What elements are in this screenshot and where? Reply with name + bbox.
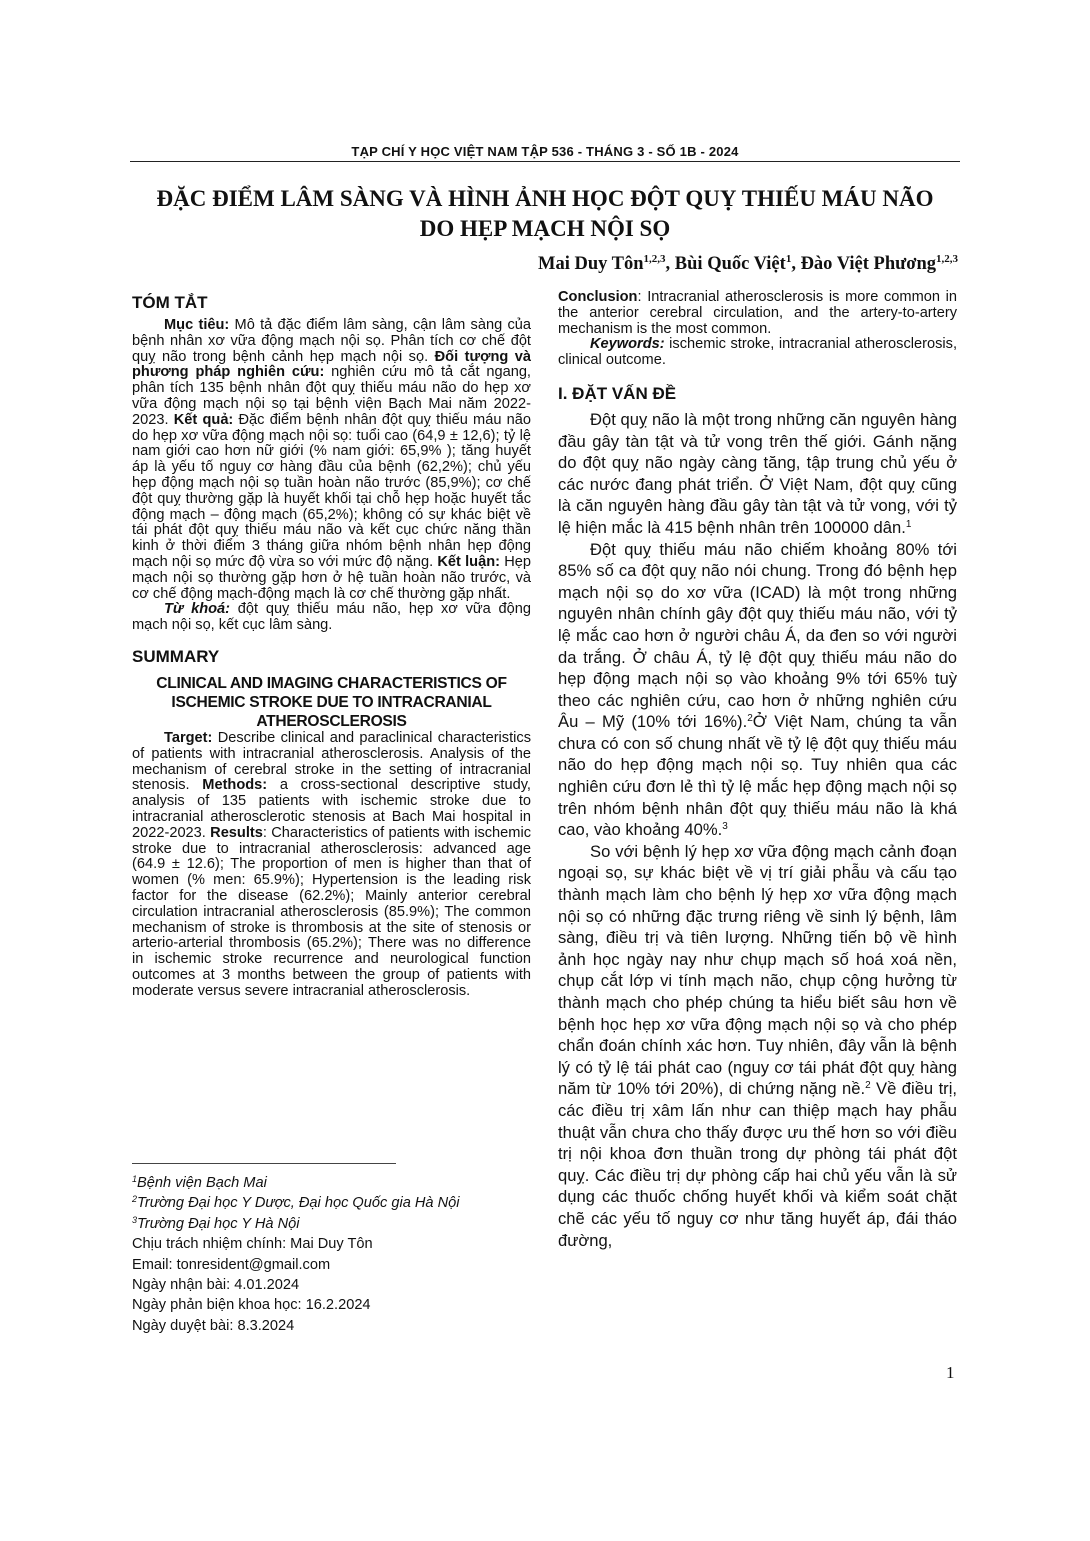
- affiliation-3: [132, 1214, 532, 1234]
- responsible-author: Chịu trách nhiệm chính: Mai Duy Tôn: [132, 1236, 373, 1253]
- affiliation-2: [132, 1193, 532, 1213]
- contact-email: Email: tonresident@gmail.com: [132, 1256, 331, 1273]
- intro-p3b-text: Về điều trị, các điều trị xâm lấn như can thiệp mạch hay phẫu thuật vẫn chưa cho thấy được ưu thế hơn so với điều trị nội khoa đơn thuần trong dự phòng tái phát đột quỵ. Các điều trị dự phòng cấp hai chủ yếu vẫn là sử dụng các thuốc chống huyết khối và kiểm soát chặt chẽ các yếu tố nguy cơ như tăng huyết áp, đái tháo đường,: [558, 1079, 957, 1250]
- affiliation-1: [132, 1173, 532, 1193]
- author-name: Bùi Quốc Việt: [674, 254, 786, 274]
- abstract-vi-text: [132, 318, 531, 602]
- title-line-2: DO HẸP MẠCH NỘI SỌ: [419, 216, 671, 241]
- ket-luan-text: Hẹp mạch nội sọ thường gặp hơn ở hệ tuần hoàn não trước, và cơ chế động mạch-động mạch là cơ chế thường gặp nhất.: [132, 553, 532, 602]
- label-target: Target:: [164, 729, 213, 746]
- affiliation-number: 3: [132, 1214, 138, 1225]
- doi-tuong-text: nghiên cứu mô tả cắt ngang, phân tích 135 bệnh nhân đột quỵ thiếu máu não do hẹp xơ vữa động mạch nội sọ tại bệnh viện Bạch Mai năm 2022-2023.: [132, 364, 531, 428]
- author-list: Mai Duy Tôn$^{1,2,3}$, Bùi Quốc Việt$^1$, Đào Việt Phương$^{1,2,3}$: [538, 253, 958, 274]
- label-methods: Methods:: [202, 777, 268, 794]
- citation-ref: 2: [747, 713, 753, 725]
- label-doi-tuong: Đối tượng và phương pháp nghiên cứu:: [132, 348, 531, 381]
- muc-tieu-text: Mô tả đặc điểm lâm sàng, cận lâm sàng của bệnh nhân xơ vữa động mạch nội sọ. Phân tích cơ chế đột quỵ não trong bệnh cảnh hẹp mạch nội sọ.: [132, 317, 531, 365]
- intro-p2b-text: Ở Việt Nam, chúng ta vẫn chưa có con số chung nhất về tỷ lệ đột quỵ thiếu máu não do hẹp động mạch nội sọ. Tuy nhiên qua các nghiên cứu đơn lẻ thì tỷ lệ mắc hẹp động mạch nội sọ trên nhóm bệnh nhân đột quỵ thiếu máu não là khá cao, vào khoảng 40%.: [558, 712, 957, 840]
- label-keywords: Keywords:: [590, 336, 665, 353]
- intro-paragraph-2: [558, 539, 957, 841]
- author-affiliation: 1,2,3: [643, 253, 666, 265]
- citation-ref: 1: [905, 518, 912, 530]
- author-affiliation: 1: [785, 253, 792, 265]
- author-affiliation: 1,2,3: [936, 253, 958, 265]
- label-muc-tieu: Mục tiêu:: [164, 317, 230, 333]
- footnotes: [132, 1173, 532, 1336]
- target-text: Describe clinical and paraclinical characteristics of patients with intracranial atherosclerosis. Analysis of the mechanism of cerebral stroke in the setting of intracranial stenosis.: [132, 729, 531, 794]
- affiliation-text: Bệnh viện Bạch Mai: [137, 1175, 267, 1191]
- methods-text: a cross-sectional descriptive study, analysis of 135 patients with ischemic stroke due to intracranial atherosclerotic stenosis at Bach Mai hospital in 2022-2023.: [132, 777, 531, 841]
- results-text: : Characteristics of patients with ischemic stroke due to intracranial atherosclerosis: advanced age (64.9 ± 12.6); The proportion of men is higher than that of women (% men: 65.9%); Hypertension is the leading risk factor for the disease (62.2%); Mainly anterior cerebral circulation intracranial atherosclerosis (85.9%); The common mechanism of stroke is thrombosis at the site of stenosis or arterio-arterial thrombosis (65.2%); There was no difference in ischemic stroke recurrence and neurological function outcomes at 3 months between the group of patients with moderate versus severe intracranial atherosclerosis.: [132, 824, 531, 999]
- label-results: Results: [210, 824, 263, 841]
- affiliation-number: 1: [132, 1174, 138, 1184]
- footnote-rule: [132, 1163, 396, 1164]
- page-number: 1: [946, 1363, 955, 1382]
- abstract-en-text: [132, 731, 531, 1000]
- label-tu-khoa: Từ khoá:: [164, 601, 231, 618]
- affiliation-number: 2: [132, 1194, 138, 1205]
- header-rule: [130, 161, 960, 162]
- date-approved: Ngày duyệt bài: 8.3.2024: [132, 1317, 295, 1334]
- intro-p1-text: Đột quỵ não là một trong những căn nguyên hàng đầu gây tàn tật và tử vong trên thế giới. Gánh nặng do đột quỵ não ngày càng tăng, tập trung chủ yếu ở các nước đang phát triển. Ở Việt Nam, đột quỵ cũng là căn nguyên hàng đầu gây tàn tật và tử vong, với tỷ lệ hiện mắc là 415 bệnh nhân trên 100000 dân.: [558, 409, 957, 537]
- keywords-text: ischemic stroke, intracranial atherosclerosis, clinical outcome.: [558, 336, 957, 369]
- citation-ref: 3: [722, 821, 728, 833]
- tu-khoa-text: đột quỵ thiếu máu não, hẹp xơ vữa động mạch nội sọ, kết cục lâm sàng.: [132, 601, 531, 634]
- author-name: Đào Việt Phương: [800, 254, 936, 274]
- intro-p3a-text: So với bệnh lý hẹp xơ vữa động mạch cảnh đoạn ngoại sọ, sự khác biệt về vị trí giải phẫu và cấu tạo thành mạch làm cho bệnh lý hẹp xơ vữa động mạch nội sọ có những đặc trưng riêng về sinh lý bệnh, lâm sàng, điều trị và tiên lượng. Những tiến bộ về hình ảnh học ngày nay như chụp mạch số hoá xoá nền, chụp cắt lớp vi tính mạch não, chụp cộng hưởng từ thành mạch cho phép chúng ta hiểu biết sâu hơn về bệnh học hẹp xơ vữa động mạch nội sọ và cho phép chẩn đoán chính xác hơn. Tuy nhiên, đây vẫn là bệnh lý có tỷ lệ tái phát cao (nguy cơ tái phát đột quỵ hàng năm từ 10% tới 20%), di chứng nặng nề.: [558, 841, 957, 1099]
- conclusion-text: : Intracranial atherosclerosis is more common in the anterior cerebral circulation, and the artery-to-artery mechanism is the most common.: [558, 289, 957, 337]
- label-ket-luan: Kết luận:: [437, 553, 500, 570]
- label-conclusion: Conclusion: [558, 289, 638, 305]
- summary-title: CLINICAL AND IMAGING CHARACTERISTICS OF ISCHEMIC STROKE DUE TO INTRACRANIAL ATHEROSCLEROSIS: [156, 674, 507, 730]
- date-reviewed: Ngày phản biện khoa học: 16.2.2024: [132, 1297, 371, 1314]
- title-line-1: ĐẶC ĐIỂM LÂM SÀNG VÀ HÌNH ẢNH HỌC ĐỘT QUỴ THIẾU MÁU NÃO: [156, 186, 934, 211]
- keywords-en: [558, 337, 957, 369]
- intro-p2a-text: Đột quỵ thiếu máu não chiếm khoảng 80% tới 85% số ca đột quỵ não nói chung. Trong đó bệnh hẹp mạch nội sọ do xơ vữa (ICAD) là một trong những nguyên nhân chính gây đột quỵ thiếu máu não, với tỷ lệ mắc cao hơn ở người châu Á, da đen so với người da trắng. Ở châu Á, tỷ lệ đột quỵ thiếu máu não do hẹp động mạch nội sọ vào khoảng 9% tới 65% tuỳ theo các nghiên cứu, cao hơn ở những nghiên cứu Âu – Mỹ (10% tới 16%).: [558, 539, 957, 732]
- article-title: [130, 184, 960, 244]
- author-name: Mai Duy Tôn: [538, 254, 644, 274]
- citation-ref: 2: [865, 1080, 871, 1092]
- keywords-vi: [132, 602, 531, 634]
- label-ket-qua: Kết quả:: [173, 411, 234, 428]
- left-column: [132, 292, 531, 999]
- ket-qua-text: Đặc điểm bệnh nhân đột quỵ thiếu máu não do hẹp xơ vữa động mạch nội sọ: tuổi cao (64,9 ± 12,6); tỷ lệ nam giới cao hơn nữ giới (% nam giới: 65,9% ); tăng huyết áp là yếu tố nguy cơ hàng đầu của bệnh (62,2%); chủ yếu hẹp động mạch nội sọ tuần hoàn não trước (85,9%); cơ chế đột quỵ thường gặp là huyết khối tại chỗ hẹp hoặc huyết tắc động mạch – động mạch (65,2%); không có sự khác biệt về tái phát đột quỵ thiếu máu não và kết cục chức năng thần kinh ở thời điểm 3 tháng giữa nhóm bệnh nhân hẹp động mạch nội sọ mức độ vừa so với mức độ nặng.: [132, 411, 532, 570]
- journal-header: TẠP CHÍ Y HỌC VIỆT NAM TẬP 536 - THÁNG 3 - SỐ 1B - 2024: [351, 144, 739, 159]
- date-received: Ngày nhận bài: 4.01.2024: [132, 1277, 300, 1294]
- affiliation-text: Trường Đại học Y Hà Nội: [137, 1215, 300, 1232]
- intro-paragraph-3: [558, 841, 957, 1251]
- affiliation-text: Trường Đại học Y Dược, Đại học Quốc gia Hà Nội: [137, 1195, 460, 1212]
- abstract-vi-heading: TÓM TẮT: [132, 293, 208, 312]
- abstract-en-continued: [558, 290, 957, 337]
- right-column: [558, 290, 957, 1251]
- intro-paragraph-1: [558, 409, 957, 539]
- summary-heading: SUMMARY: [132, 646, 220, 666]
- intro-heading: I. ĐẶT VẤN ĐỀ: [558, 383, 677, 403]
